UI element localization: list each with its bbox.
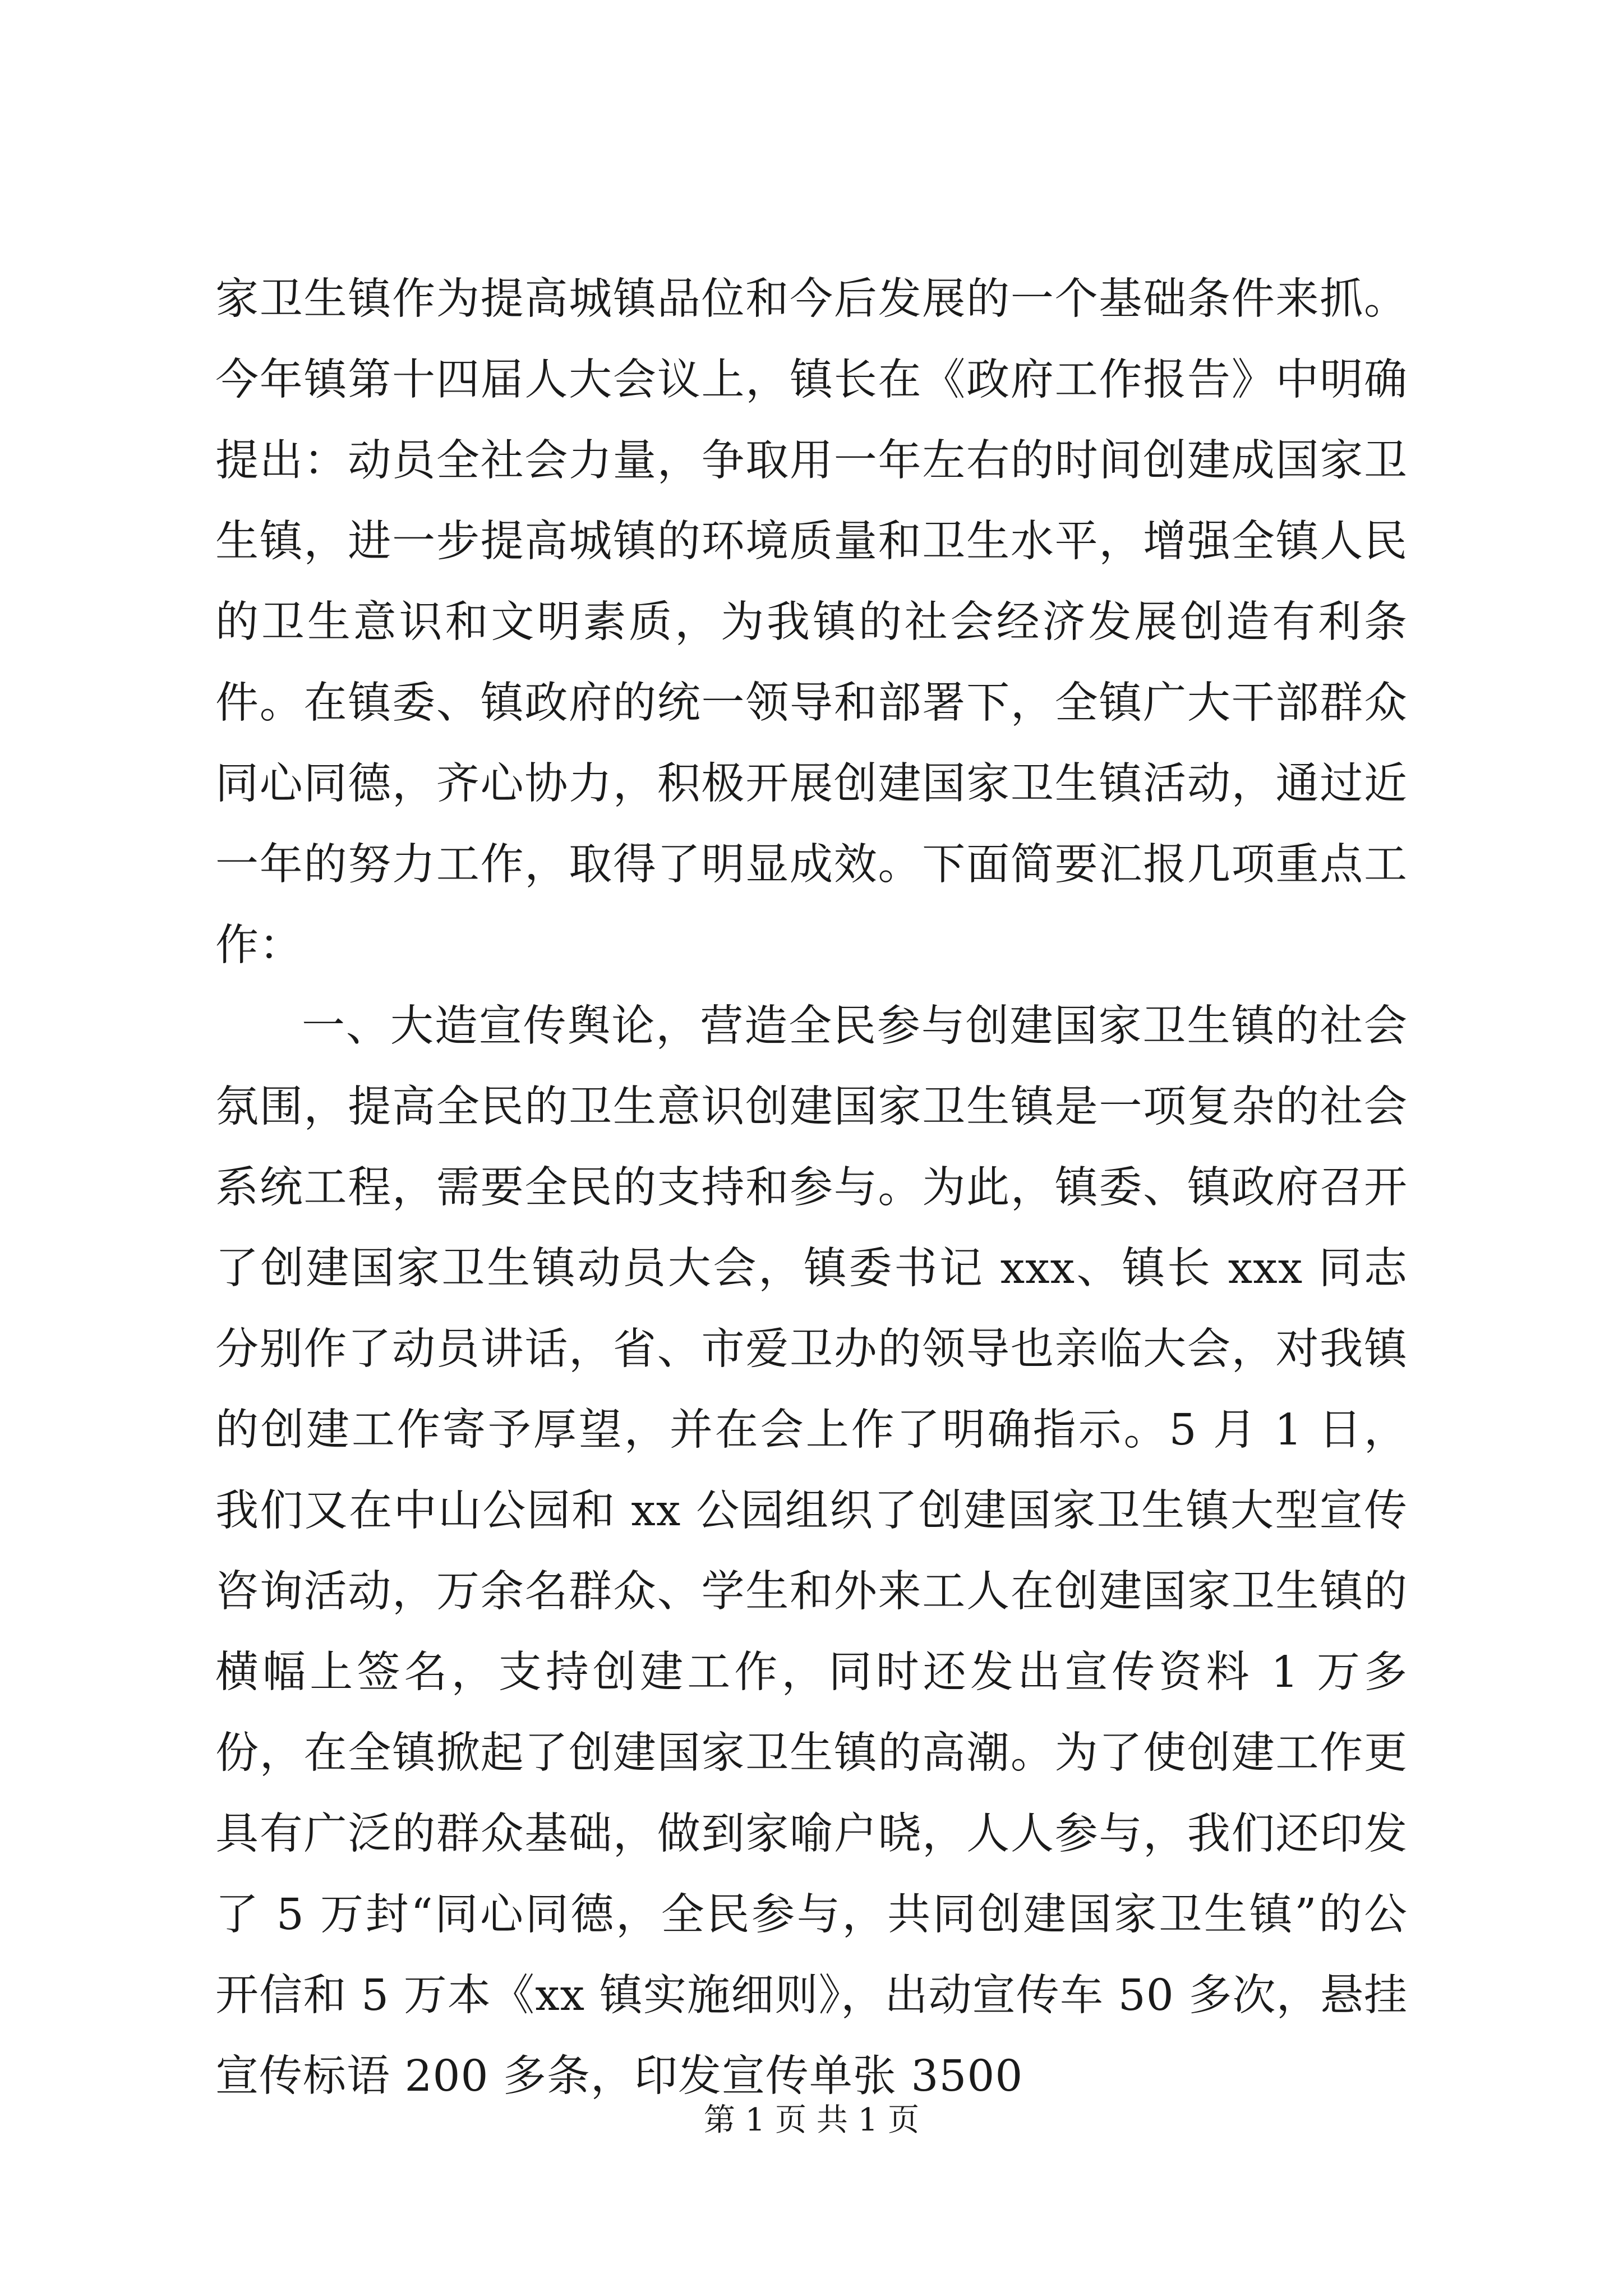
- paragraph-intro: 家卫生镇作为提高城镇品位和今后发展的一个基础条件来抓。今年镇第十四届人大会议上，镇长在《政府工作报告》中明确提出：动员全社会力量，争取用一年左右的时间创建成国家卫生镇，进一步提高城镇的环境质量和卫生水平，增强全镇人民的卫生意识和文明素质，为我镇的社会经济发展创造有利条件。在镇委、镇政府的统一领导和部署下，全镇广大干部群众同心同德，齐心协力，积极开展创建国家卫生镇活动，通过近一年的努力工作，取得了明显成效。下面简要汇报几项重点工作：: [215, 274, 1408, 970]
- document-body: [215, 259, 1408, 2117]
- page-footer: 第 1 页 共 1 页: [703, 2102, 920, 2138]
- paragraph-section-one: 一、大造宣传舆论，营造全民参与创建国家卫生镇的社会氛围，提高全民的卫生意识创建国家卫生镇是一项复杂的社会系统工程，需要全民的支持和参与。为此，镇委、镇政府召开了创建国家卫生镇动员大会，镇委书记 xxx、镇长 xxx 同志分别作了动员讲话，省、市爱卫办的领导也亲临大会，对我镇的创建工作寄予厚望，并在会上作了明确指示。5 月 1 日，我们又在中山公园和 xx 公园组织了创建国家卫生镇大型宣传咨询活动，万余名群众、学生和外来工人在创建国家卫生镇的横幅上签名，支持创建工作，同时还发出宣传资料 1 万多份，在全镇掀起了创建国家卫生镇的高潮。为了使创建工作更具有广泛的群众基础，做到家喻户晓，人人参与，我们还印发了 5 万封“同心同德，全民参与，共同创建国家卫生镇”的公开信和 5 万本《xx 镇实施细则》，出动宣传车 50 多次，悬挂宣传标语 200 多条，印发宣传单张 3500: [215, 1001, 1408, 2101]
